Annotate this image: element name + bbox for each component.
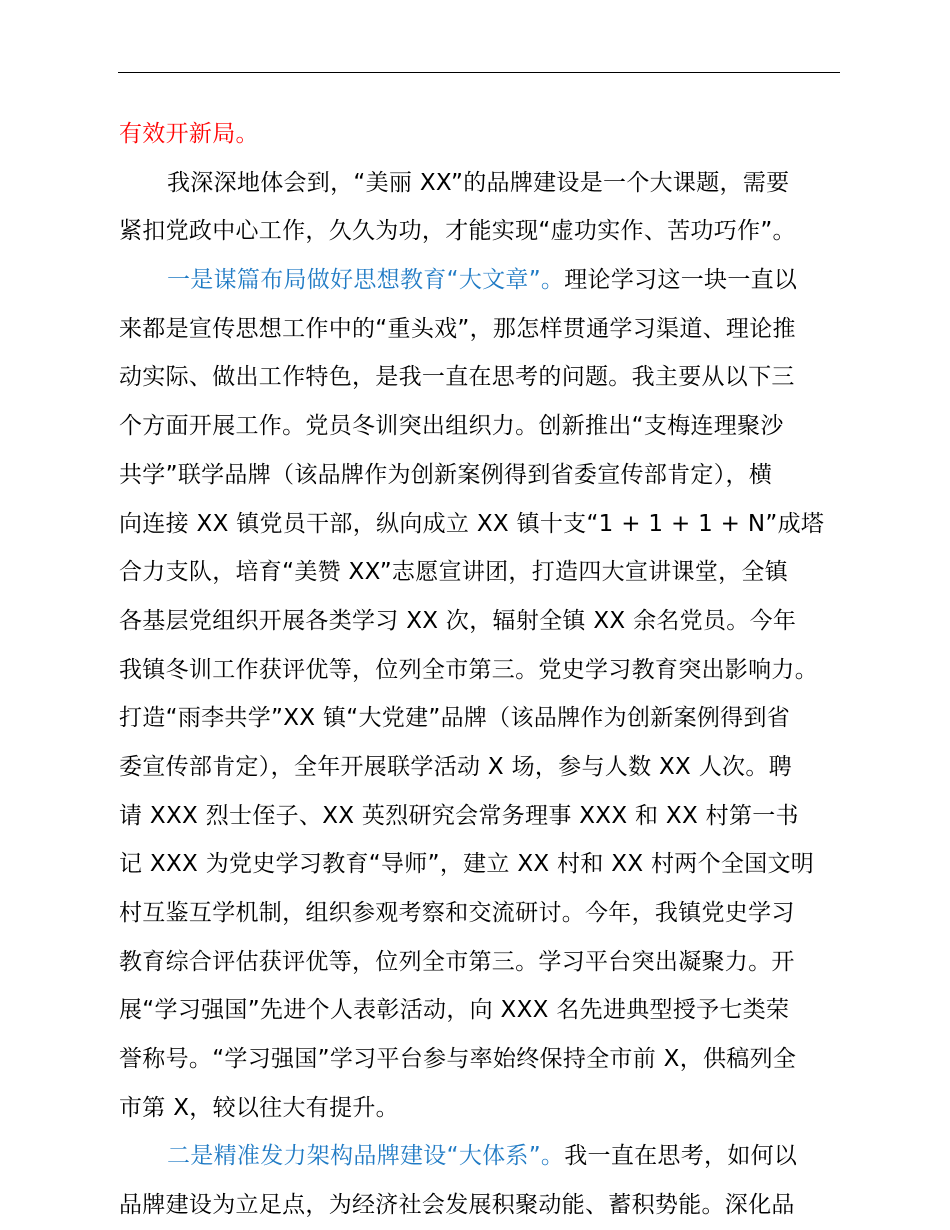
paragraph-line: 共学”联学品牌（该品牌作为创新案例得到省委宣传部肯定），横 <box>119 461 773 488</box>
section-two-line <box>119 1132 844 1181</box>
paragraph-line: 紧扣党政中心工作，久久为功，才能实现“虚功实作、苦功巧作”。 <box>119 218 796 245</box>
paragraph-line: 个方面开展工作。党员冬训突出组织力。创新推出“支梅连理聚沙 <box>119 413 784 440</box>
paragraph-line: 各基层党组织开展各类学习 XX 次，辐射全镇 XX 余名党员。今年 <box>119 607 797 634</box>
paragraph-line: 动实际、做出工作特色，是我一直在思考的问题。我主要从以下三 <box>119 364 795 391</box>
paragraph-line: 品牌建设为立足点，为经济社会发展积聚动能、蓄积势能。深化品 <box>119 1192 795 1219</box>
section-two-heading: 二是精准发力架构品牌建设“大体系”。 <box>167 1143 565 1170</box>
section-one-line <box>119 256 844 305</box>
paragraph-line: 合力支队，培育“美赞 XX”志愿宣讲团，打造四大宣讲课堂，全镇 <box>119 559 789 586</box>
paragraph-line: 来都是宣传思想工作中的“重头戏”，那怎样贯通学习渠道、理论推 <box>119 315 796 342</box>
document-body <box>119 110 844 1230</box>
paragraph-line: 向连接 XX 镇党员干部，纵向成立 XX 镇十支“1 + 1 + 1 + N”成塔 <box>119 510 825 537</box>
section-one-text: 理论学习这一块一直以 <box>564 267 798 294</box>
paragraph-line: 委宣传部肯定），全年开展联学活动 X 场，参与人数 XX 人次。聘 <box>119 753 792 780</box>
paragraph-line: 教育综合评估获评优等，位列全市第三。学习平台突出凝聚力。开 <box>119 948 795 975</box>
section-one-heading: 一是谋篇布局做好思想教育“大文章”。 <box>167 267 565 294</box>
paragraph-line: 市第 X，较以往大有提升。 <box>119 1094 399 1121</box>
paragraph-line: 展“学习强国”先进个人表彰活动，向 XXX 名先进典型授予七类荣 <box>119 997 790 1024</box>
section-two-text: 我一直在思考，如何以 <box>564 1143 798 1170</box>
paragraph-line: 村互鉴互学机制，组织参观考察和交流研讨。今年，我镇党史学习 <box>119 900 795 926</box>
paragraph-line: 打造“雨李共学”XX 镇“大党建”品牌（该品牌作为创新案例得到省 <box>119 705 791 732</box>
paragraph-line: 誉称号。“学习强国”学习平台参与率始终保持全市前 X，供稿列全 <box>119 1046 797 1073</box>
paragraph-line: 我镇冬训工作获评优等，位列全市第三。党史学习教育突出影响力。 <box>119 656 818 683</box>
header-rule <box>118 72 840 73</box>
paragraph-line: 我深深地体会到，“美丽 XX”的品牌建设是一个大课题，需要 <box>167 169 790 196</box>
paragraph-line: 请 XXX 烈士侄子、XX 英烈研究会常务理事 XXX 和 XX 村第一书 <box>119 802 799 829</box>
continued-line: 有效开新局。 <box>119 121 259 147</box>
paragraph-line: 记 XXX 为党史学习教育“导师”，建立 XX 村和 XX 村两个全国文明 <box>119 851 815 878</box>
